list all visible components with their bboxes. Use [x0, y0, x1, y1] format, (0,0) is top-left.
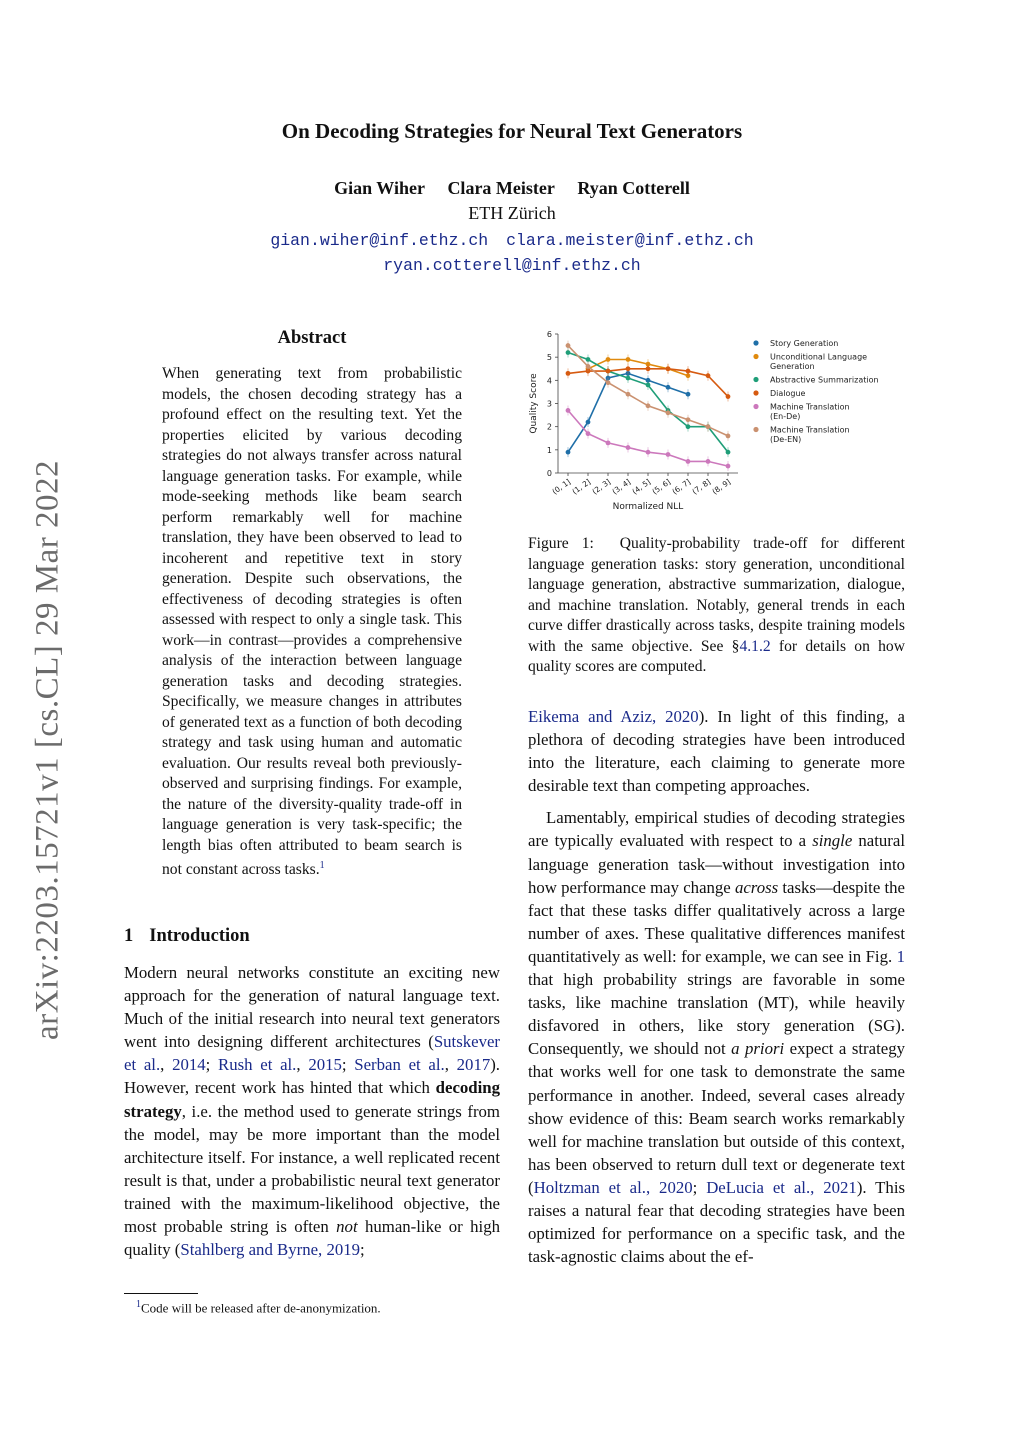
email-link[interactable]: gian.wiher@inf.ethz.ch [270, 231, 489, 250]
text-run: human-like or high quality ( [124, 1217, 500, 1260]
emphasis-italic: single [812, 831, 853, 851]
data-point [586, 357, 591, 362]
paper-title: On Decoding Strategies for Neural Text Generators [281, 119, 743, 143]
data-point [646, 450, 651, 455]
data-point [606, 357, 611, 362]
footnote-number: 1 [136, 1299, 141, 1310]
citation-link[interactable]: 2014 [172, 1055, 206, 1075]
caption-text: Quality-probability trade-off for different language generation tasks: story generation, unconditional language generation, abstractive summarization, dialogue, and machine translation. Notably, general trends in each curve differ drastically across tasks, despite training models with the same objective. See § [528, 535, 905, 655]
email-link[interactable]: ryan.cotterell@inf.ethz.ch [383, 256, 641, 275]
intro-paragraph: Modern neural networks constitute an exciting new approach for the generation of natural language text. Much of the initial research into neural text generators went into designing different architectures (Sutskever et al., 2014; Rush et al., 2015; Serban et al., 2017). However, recent work has hinted that which decoding strategy, i.e. the method used to generate strings from the model, may be more important than the model architecture itself. For instance, a well replicated recent result is that, under a probabilistic neural text generator trained with the maximum-likelihood objective, the most probable string is often not human-like or high quality (Stahlberg and Byrne, 2019; [124, 963, 501, 1260]
caption-label: Figure 1: [528, 535, 594, 552]
text-run: ). In light of this finding, a plethora of decoding strategies have been introduced into the literature, each claiming to generate more desirable text than competing approaches. [528, 707, 905, 796]
text-run: ; [360, 1240, 365, 1260]
caption-text-end: for details on how quality scores are computed. [528, 637, 905, 675]
x-axis-label: Normalized NLL [612, 502, 684, 512]
legend-label: Machine Translation [770, 425, 850, 435]
affiliation: ETH Zürich [468, 203, 556, 223]
emphasis-italic: not [336, 1217, 358, 1237]
data-point [606, 369, 611, 374]
data-point [726, 464, 731, 469]
legend-marker [753, 354, 758, 359]
data-point [566, 350, 571, 355]
legend-marker [753, 427, 758, 432]
quality-probability-chart [528, 328, 908, 518]
emphasis-italic: across [734, 877, 779, 897]
abstract-body [162, 364, 462, 881]
data-point [566, 408, 571, 413]
data-point [666, 410, 671, 415]
text-run: that high probability strings are favorable in some tasks, like machine translation (MT), while heavily disfavored in others, like story generation (SG). Consequently, we should not [528, 970, 905, 1059]
data-point [566, 343, 571, 348]
data-point [586, 364, 591, 369]
email-list [0, 228, 1024, 278]
text-run: , i.e. the method used to generate strings from the model, may be more important than the model architecture itself. For instance, a well replicated recent result is that, under a probabilistic neural text generator trained with the maximum-likelihood objective, the most probable string is often [124, 1101, 500, 1237]
right-column-text [528, 705, 905, 1277]
y-tick-label: 2 [546, 422, 552, 432]
data-point [686, 424, 691, 429]
email-link[interactable]: clara.meister@inf.ethz.ch [506, 231, 754, 250]
legend-marker [753, 340, 758, 345]
data-point [726, 394, 731, 399]
data-point [706, 459, 711, 464]
figure-ref-link[interactable]: 1 [896, 946, 905, 966]
data-point [586, 431, 591, 436]
abstract-text: When generating text from probabilistic models, the chosen decoding strategy has a profound effect on the resulting text. Yet the properties elicited by various decoding strategies do not always transfer across natural language generation tasks. For example, while mode-seeking methods like beam search perform remarkably well for machine translation, they have been observed to lead to incoherent and repetitive text in story generation. Despite such observations, the effectiveness of decoding strategies is often assessed with respect to only a single task. This work—in contrast—provides a comprehensive analysis of the interaction between language generation tasks and decoding strategies. Specifically, we measure changes in attributes of generated text as a function of both decoding strategy and task using human and automatic evaluation. Our results reveal both previously-observed and surprising findings. For example, the nature of the diversity-quality trade-off in language generation is very task-specific; the length bias often attributed to beam search is not constant across tasks. [162, 365, 462, 879]
legend-label: (En-De) [770, 412, 801, 421]
y-axis-label: Quality Score [529, 373, 539, 434]
data-point [706, 373, 711, 378]
legend-marker [753, 404, 758, 409]
emphasis-bold: decoding strategy [124, 1078, 500, 1121]
x-tick-label: (5, 6] [650, 477, 673, 497]
legend-label: Dialogue [770, 389, 806, 398]
data-point [626, 366, 631, 371]
legend-marker [753, 377, 758, 382]
citation-link[interactable]: Rush et al. [218, 1055, 297, 1075]
citation-link[interactable]: Serban et al. [354, 1055, 445, 1075]
x-tick-label: (2, 3] [590, 477, 613, 497]
data-point [606, 380, 611, 385]
citation-link[interactable]: 2015 [308, 1055, 342, 1075]
data-point [666, 366, 671, 371]
y-tick-label: 6 [546, 330, 552, 339]
citation-link[interactable]: 2017 [456, 1055, 491, 1075]
data-point [646, 403, 651, 408]
x-tick-label: (7, 8] [690, 477, 713, 497]
citation-link[interactable]: Eikema and Aziz, 2020 [528, 707, 699, 726]
legend-label: Machine Translation [770, 402, 850, 412]
footnote-rule [124, 1293, 198, 1294]
data-point [626, 357, 631, 362]
citation-link[interactable]: Stahlberg and Byrne, 2019 [180, 1240, 361, 1260]
citation-link[interactable]: Sutskever et al. [124, 1032, 500, 1075]
footnote-marker[interactable]: 1 [319, 860, 325, 871]
emphasis-italic: a priori [731, 1039, 785, 1059]
data-point [666, 452, 671, 457]
data-point [686, 369, 691, 374]
text-run: expect a strategy that works well for one task to demonstrate the same performance in another. Indeed, several cases already show evidence of this: Beam search works remarkably well for machine translation but outside of this context, has been observed to return dull text or degenerate text ( [528, 1039, 905, 1197]
text-run: ). This raises a natural fear that decoding strategies have been optimized for performance on a specific task, and the task-agnostic claims about the ef- [528, 1177, 906, 1267]
data-point [686, 417, 691, 422]
data-point [626, 392, 631, 397]
text-run: ). However, recent work has hinted that which [124, 1055, 501, 1098]
arxiv-stamp: arXiv:2203.15721v1 [cs.CL] 29 Mar 2022 [29, 460, 66, 1040]
y-tick-label: 1 [546, 445, 552, 455]
section-title: Introduction [149, 926, 250, 946]
citation-link[interactable]: Holtzman et al., 2020 [533, 1177, 693, 1197]
legend-label: Generation [770, 362, 815, 371]
data-point [726, 434, 731, 439]
text-run: tasks—despite the fact that these tasks differ qualitatively across a large number of axes. These qualitative differences manifest quantitatively as well: for example, we can see in Fig. [528, 877, 905, 966]
section-ref-link[interactable]: 4.1.2 [739, 637, 771, 655]
paragraph: Lamentably, empirical studies of decoding strategies are typically evaluated with respect to a single natural language generation task—without investigation into how performance may change across tasks—despite the fact that these tasks differ qualitatively across a large number of axes. These qualitative differences manifest quantitatively as well: for example, we can see in Fig. 1 that high probability strings are favorable in some tasks, like machine translation (MT), while heavily disfavored in others, like story generation (SG). Consequently, we should not a priori expect a strategy that works well for one task to demonstrate the same performance in another. Indeed, several cases already show evidence of this: Beam search works remarkably well for machine translation but outside of this context, has been observed to return dull text or degenerate text (Holtzman et al., 2020; DeLucia et al., 2021). This raises a natural fear that decoding strategies have been optimized for performance on a specific task, and the task-agnostic claims about the ef- [528, 808, 906, 1267]
data-point [566, 450, 571, 455]
data-point [686, 392, 691, 397]
author-name: Clara Meister [447, 178, 555, 198]
data-point [706, 424, 711, 429]
y-tick-label: 5 [546, 353, 552, 363]
data-point [626, 376, 631, 381]
x-tick-label: (3, 4] [610, 477, 633, 497]
data-point [646, 383, 651, 388]
section-heading [124, 926, 250, 947]
data-point [606, 440, 611, 445]
y-tick-label: 0 [546, 469, 552, 478]
text-run: Lamentably, empirical studies of decoding strategies are typically evaluated with respect to a [528, 808, 905, 851]
x-tick-label: (6, 7] [670, 477, 693, 497]
author-list [0, 178, 1024, 199]
author-name: Ryan Cotterell [577, 178, 690, 198]
author-name: Gian Wiher [334, 178, 425, 198]
paragraph [528, 705, 905, 797]
citation-link[interactable]: DeLucia et al., 2021 [706, 1177, 857, 1197]
x-tick-label: (1, 2] [570, 477, 593, 497]
abstract-heading: Abstract [277, 328, 347, 348]
text-run: natural language generation task—without investigation into how performance may change [528, 831, 905, 897]
legend-label: Story Generation [770, 339, 839, 348]
x-tick-label: (0, 1] [550, 477, 573, 497]
legend-label: Unconditional Language [770, 352, 868, 362]
data-point [666, 385, 671, 390]
x-tick-label: (4, 5] [630, 477, 653, 497]
legend-marker [753, 390, 758, 395]
footnote-text: Code will be released after de-anonymization. [141, 1300, 381, 1316]
figure-caption [528, 534, 905, 678]
section-number: 1 [124, 926, 134, 946]
x-tick-label: (8, 9] [710, 477, 733, 497]
legend-label: Abstractive Summarization [770, 375, 879, 385]
data-point [626, 445, 631, 450]
text-run: Modern neural networks constitute an exciting new approach for the generation of natural language text. Much of the initial research into neural text generators went into designing different architectures ( [124, 963, 500, 1052]
data-point [686, 459, 691, 464]
data-point [726, 450, 731, 455]
footnote [136, 1299, 381, 1316]
data-point [566, 371, 571, 376]
data-point [586, 420, 591, 425]
legend-label: (De-EN) [770, 435, 802, 444]
data-point [646, 366, 651, 371]
y-tick-label: 4 [546, 376, 552, 386]
series-line [568, 410, 728, 466]
y-tick-label: 3 [546, 399, 552, 409]
